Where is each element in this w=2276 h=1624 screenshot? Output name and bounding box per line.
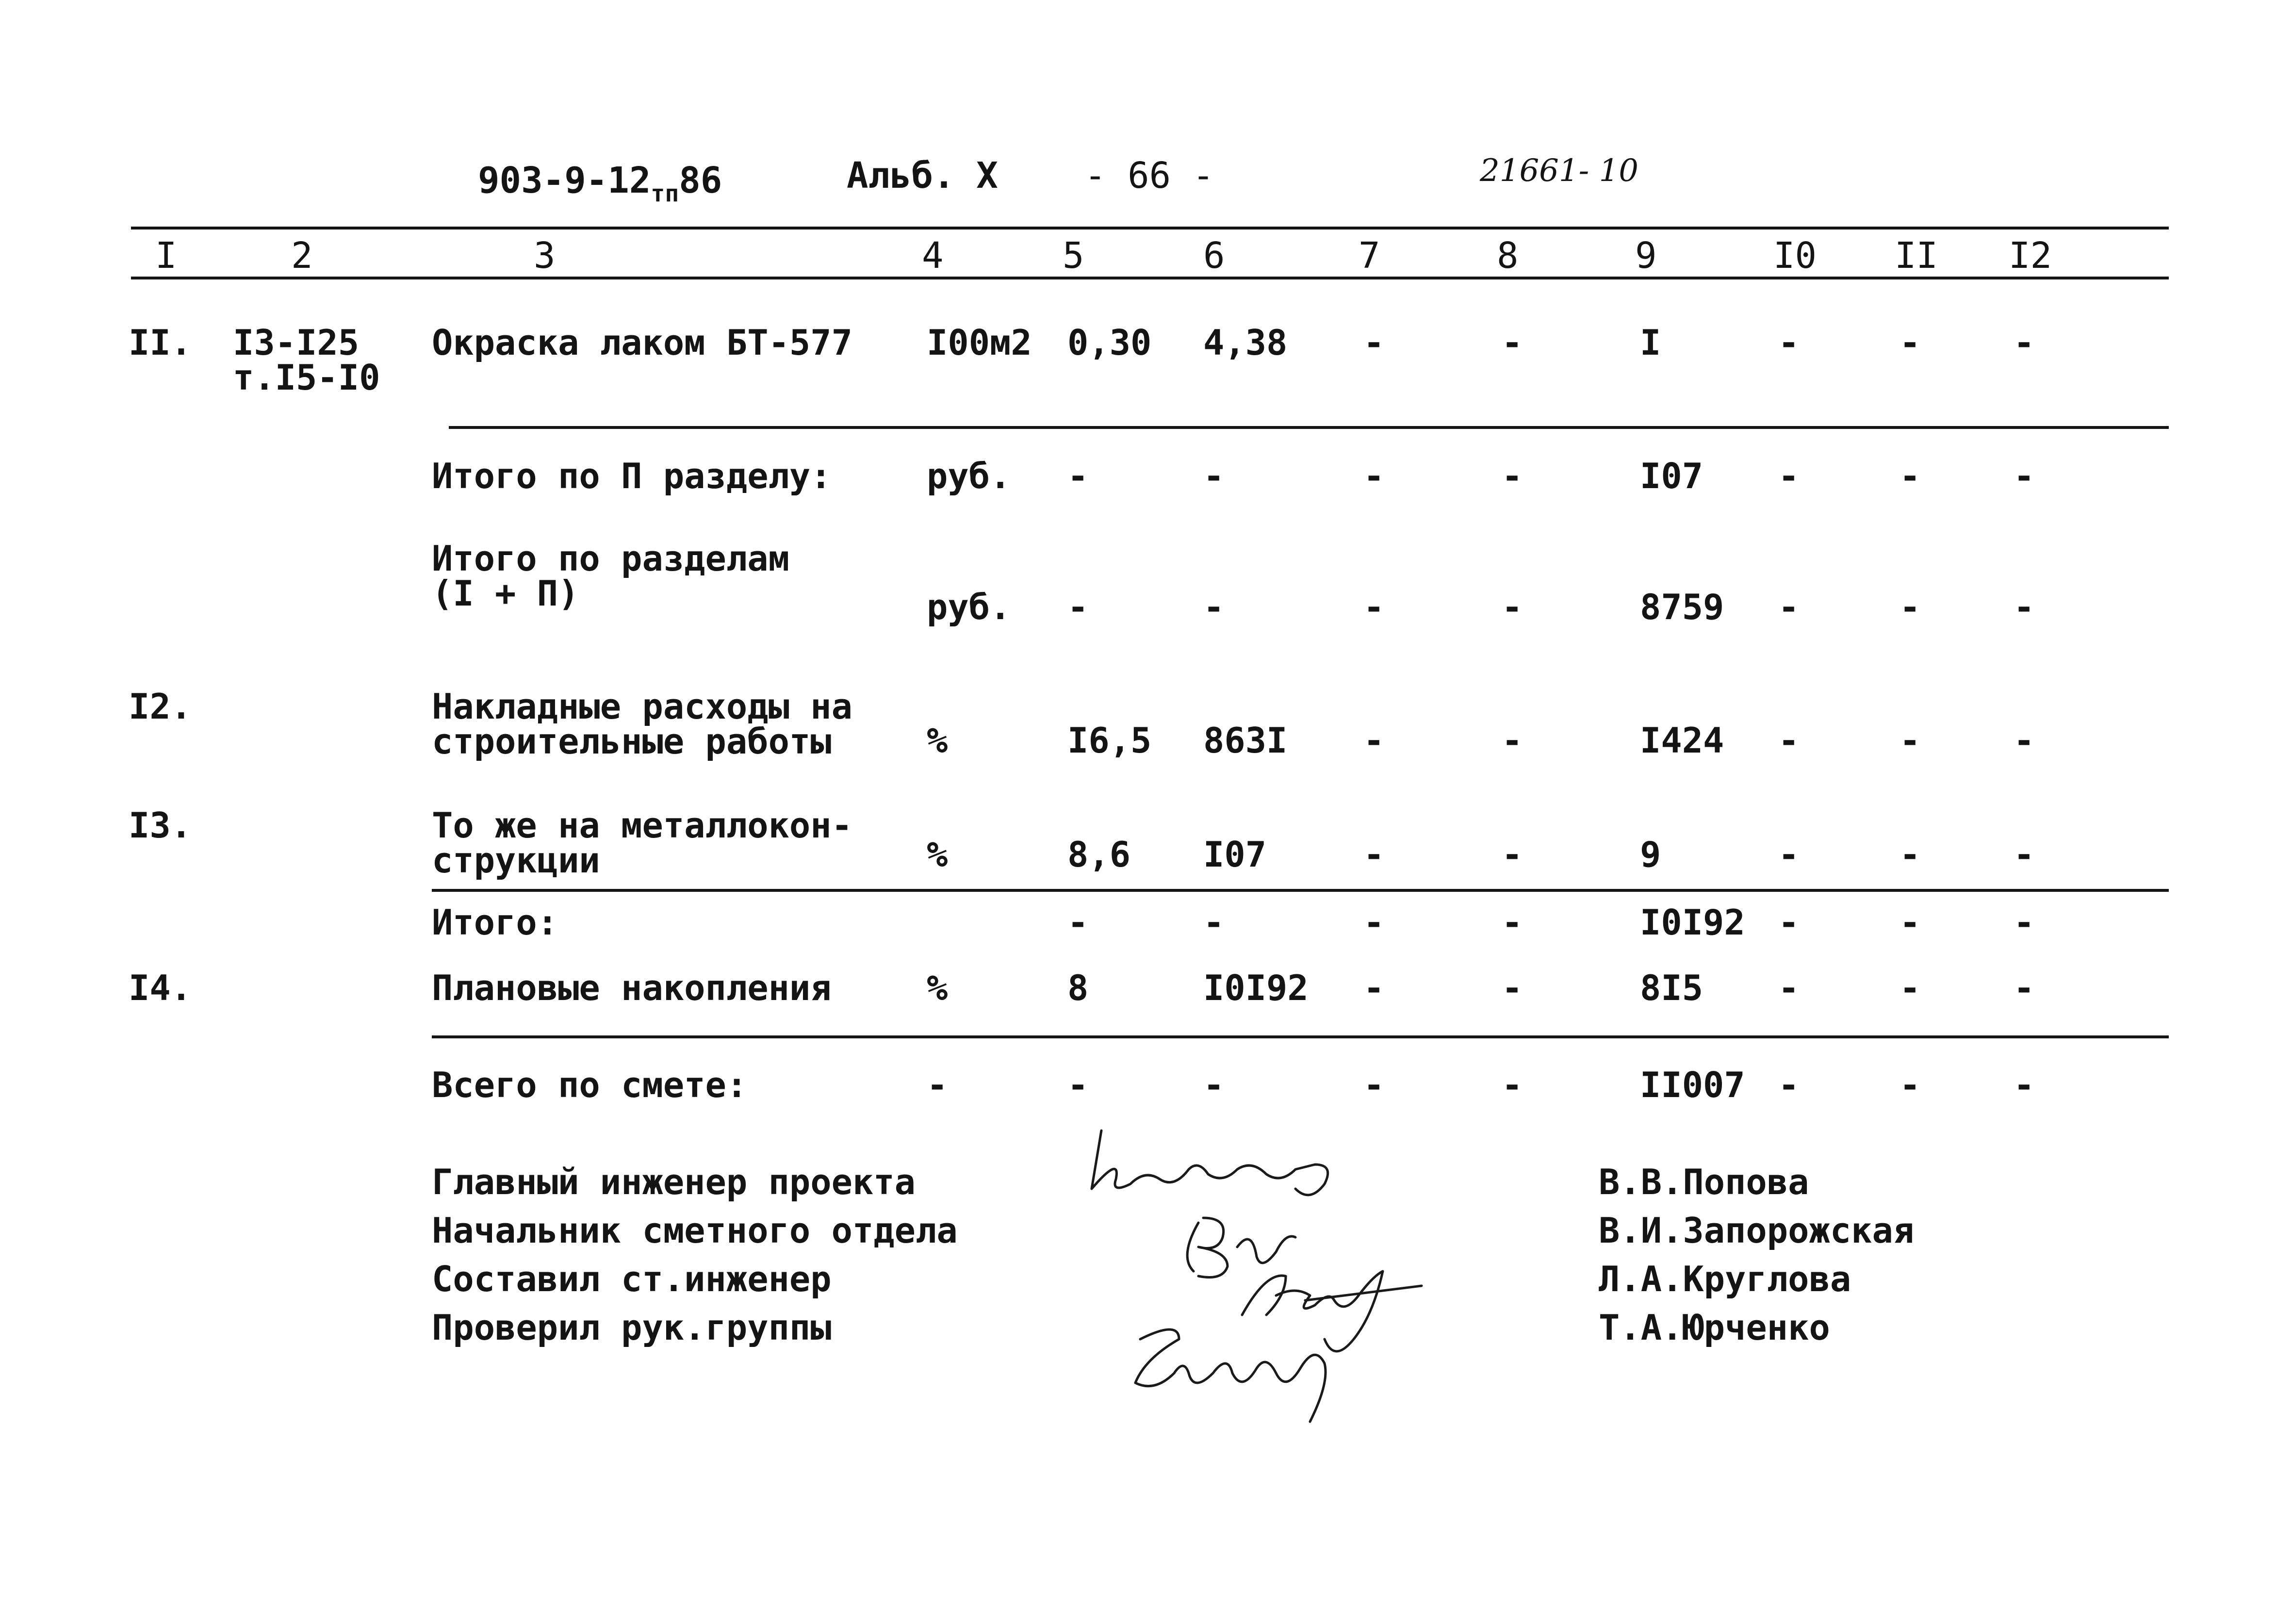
cell-c5: 8: [1067, 968, 1089, 1008]
header-top-rule: [131, 227, 2169, 230]
column-header-3: 3: [534, 235, 556, 277]
cell-c11: -: [1899, 322, 1921, 363]
cell-c11: -: [1899, 968, 1921, 1008]
cell-c11: -: [1899, 902, 1921, 943]
cell-c6: -: [1203, 587, 1225, 627]
column-header-6: 6: [1203, 235, 1225, 277]
row-description: (I + П): [432, 573, 579, 614]
row-separator: [432, 1035, 2169, 1038]
cell-c8: -: [1502, 1065, 1523, 1105]
cell-c5: -: [1067, 902, 1089, 943]
cell-unit: руб.: [927, 587, 1011, 627]
cell-c10: -: [1778, 834, 1800, 875]
cell-c6: 4,38: [1203, 322, 1288, 363]
signer-name: В.И.Запорожская: [1599, 1210, 1915, 1251]
page-number: - 66 -: [1084, 155, 1214, 197]
cell-c9: I424: [1640, 720, 1724, 761]
cell-c5: -: [1067, 1065, 1089, 1105]
cell-c11: -: [1899, 834, 1921, 875]
cell-c9: 9: [1640, 834, 1661, 875]
cell-c8: -: [1502, 902, 1523, 943]
column-header-1: I: [155, 235, 177, 277]
row-description: Накладные расходы на: [432, 686, 852, 727]
column-header-10: I0: [1773, 235, 1817, 277]
cell-unit: %: [927, 968, 948, 1008]
handwritten-signatures: [1082, 1111, 1451, 1431]
column-header-11: II: [1895, 235, 1938, 277]
cell-c12: -: [2014, 322, 2035, 363]
row-description: Всего по смете:: [432, 1065, 748, 1105]
cell-c7: -: [1363, 322, 1385, 363]
cell-c9: I07: [1640, 456, 1703, 496]
project-code-year: 86: [679, 160, 722, 201]
row-description: струкции: [432, 840, 600, 881]
row-number: II.: [129, 322, 192, 363]
cell-c7: -: [1363, 902, 1385, 943]
row-number: I3.: [129, 805, 192, 846]
cell-c9: I: [1640, 322, 1661, 363]
row-description: Окраска лаком БТ-577: [432, 322, 852, 363]
handwritten-reference: 21661- 10: [1480, 153, 1638, 189]
row-description: Итого по разделам: [432, 538, 789, 579]
cell-c8: -: [1502, 968, 1523, 1008]
cell-c9: 8759: [1640, 587, 1724, 627]
cell-c8: -: [1502, 720, 1523, 761]
cell-c12: -: [2014, 720, 2035, 761]
cell-c11: -: [1899, 720, 1921, 761]
cell-c6: -: [1203, 456, 1225, 496]
signer-role: Составил ст.инженер: [432, 1259, 832, 1299]
cell-c7: -: [1363, 968, 1385, 1008]
row-number: I4.: [129, 968, 192, 1008]
album-label: Альб. X: [847, 155, 998, 197]
cell-c9: 8I5: [1640, 968, 1703, 1008]
cell-c11: -: [1899, 587, 1921, 627]
cell-c5: I6,5: [1067, 720, 1152, 761]
project-code: [478, 160, 722, 207]
cell-unit: -: [927, 1065, 948, 1105]
column-header-2: 2: [291, 235, 313, 277]
cell-unit: руб.: [927, 456, 1011, 496]
cell-c11: -: [1899, 1065, 1921, 1105]
row-description: Итого по П разделу:: [432, 456, 832, 496]
row-description: Плановые накопления: [432, 968, 832, 1008]
row-separator: [449, 426, 2169, 429]
row-number: I2.: [129, 686, 192, 727]
cell-c10: -: [1778, 587, 1800, 627]
signer-role: Проверил рук.группы: [432, 1307, 832, 1348]
cell-unit: %: [927, 720, 948, 761]
cell-c10: -: [1778, 720, 1800, 761]
cell-c10: -: [1778, 456, 1800, 496]
column-header-4: 4: [922, 235, 944, 277]
cell-c5: -: [1067, 456, 1089, 496]
cell-unit: I00м2: [927, 322, 1032, 363]
cell-c10: -: [1778, 322, 1800, 363]
column-header-8: 8: [1497, 235, 1519, 277]
cell-unit: %: [927, 834, 948, 875]
row-description: То же на металлокон-: [432, 805, 852, 846]
cell-c7: -: [1363, 587, 1385, 627]
cell-c7: -: [1363, 834, 1385, 875]
row-description: строительные работы: [432, 721, 832, 762]
cell-c5: -: [1067, 587, 1089, 627]
cell-c12: -: [2014, 968, 2035, 1008]
signer-name: Т.А.Юрченко: [1599, 1307, 1830, 1348]
signer-name: В.В.Попова: [1599, 1162, 1809, 1202]
row-description: Итого:: [432, 902, 558, 943]
cell-c7: -: [1363, 720, 1385, 761]
cell-c12: -: [2014, 456, 2035, 496]
cell-c8: -: [1502, 456, 1523, 496]
project-code-suffix: тп: [651, 180, 679, 207]
column-header-7: 7: [1359, 235, 1380, 277]
row-separator: [432, 889, 2169, 892]
signer-role: Начальник сметного отдела: [432, 1210, 958, 1251]
cell-c9: I0I92: [1640, 902, 1745, 943]
cell-c8: -: [1502, 322, 1523, 363]
row-code: I3-I25: [233, 322, 360, 363]
cell-c6: I07: [1203, 834, 1267, 875]
cell-c7: -: [1363, 456, 1385, 496]
cell-c12: -: [2014, 1065, 2035, 1105]
cell-c8: -: [1502, 834, 1523, 875]
cell-c10: -: [1778, 1065, 1800, 1105]
signer-name: Л.А.Круглова: [1599, 1259, 1851, 1299]
cell-c12: -: [2014, 587, 2035, 627]
signer-role: Главный инженер проекта: [432, 1162, 916, 1202]
column-header-9: 9: [1635, 235, 1657, 277]
cell-c5: 8,6: [1067, 834, 1131, 875]
cell-c10: -: [1778, 968, 1800, 1008]
cell-c8: -: [1502, 587, 1523, 627]
cell-c6: -: [1203, 1065, 1225, 1105]
cell-c12: -: [2014, 834, 2035, 875]
column-header-5: 5: [1063, 235, 1084, 277]
cell-c7: -: [1363, 1065, 1385, 1105]
cell-c10: -: [1778, 902, 1800, 943]
cell-c11: -: [1899, 456, 1921, 496]
row-code: т.I5-I0: [233, 357, 380, 398]
cell-c12: -: [2014, 902, 2035, 943]
cell-c9: II007: [1640, 1065, 1745, 1105]
project-code-main: 903-9-12: [478, 160, 651, 201]
column-header-12: I2: [2009, 235, 2052, 277]
cell-c6: -: [1203, 902, 1225, 943]
cell-c6: 863I: [1203, 720, 1288, 761]
header-bottom-rule: [131, 277, 2169, 279]
cell-c6: I0I92: [1203, 968, 1309, 1008]
cell-c5: 0,30: [1067, 322, 1152, 363]
